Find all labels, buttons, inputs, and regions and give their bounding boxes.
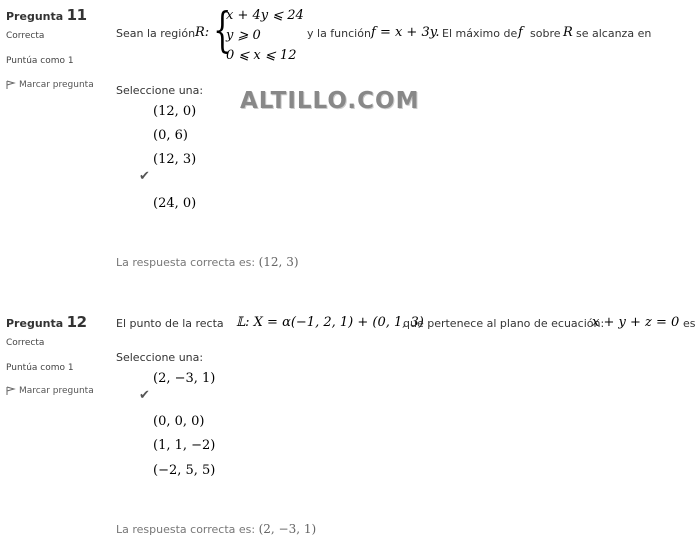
flag-question-label: Marcar pregunta xyxy=(19,80,94,90)
question-score: Puntúa como 1 xyxy=(6,363,74,373)
region-variable: R: xyxy=(195,25,210,40)
question-11-stem-mid: y la función xyxy=(307,27,371,40)
system-line-2: y ⩾ 0 xyxy=(226,28,261,43)
answer-option[interactable]: (1, 1, −2) xyxy=(153,438,216,453)
answer-option[interactable]: (12, 0) xyxy=(153,104,197,119)
answer-option[interactable]: (0, 0, 0) xyxy=(153,414,205,429)
flag-question-button[interactable] xyxy=(6,80,94,90)
correct-answer-value: (2, −3, 1) xyxy=(258,522,317,536)
check-icon: ✔ xyxy=(139,169,150,184)
flag-question-label: Marcar pregunta xyxy=(19,386,94,396)
function-expression: f = x + 3y. xyxy=(371,25,440,40)
line-expression: 𝕃: X = α(−1, 2, 1) + (0, 1, 3) xyxy=(236,315,424,330)
answer-option-selected[interactable]: (12, 3) xyxy=(153,152,197,167)
question-label: Pregunta xyxy=(6,317,64,330)
system-line-1: x + 4y ⩽ 24 xyxy=(226,8,304,23)
question-12-title xyxy=(6,313,87,331)
stem-R: R xyxy=(563,25,573,40)
question-score: Puntúa como 1 xyxy=(6,56,74,66)
question-12-stem-mid: que pertenece al plano de ecuación: xyxy=(403,317,605,330)
select-one-label: Seleccione una: xyxy=(116,351,204,364)
flag-question-button[interactable] xyxy=(6,386,94,396)
correct-answer-value: (12, 3) xyxy=(258,255,299,269)
correct-answer-feedback xyxy=(116,522,316,536)
watermark: ALTILLO.COM xyxy=(240,88,420,114)
question-label: Pregunta xyxy=(6,10,64,23)
question-11-stem-post1: El máximo de xyxy=(442,27,518,40)
correct-answer-feedback xyxy=(116,255,299,269)
answer-option[interactable]: (0, 6) xyxy=(153,128,188,143)
system-brace: { xyxy=(213,2,232,58)
question-11-title xyxy=(6,6,87,24)
question-12-stem-post: es xyxy=(683,317,696,330)
system-line-3: 0 ⩽ x ⩽ 12 xyxy=(226,48,297,63)
question-11-stem-post2: sobre xyxy=(530,27,561,40)
correct-answer-label: La respuesta correcta es: xyxy=(116,256,256,269)
question-number: 12 xyxy=(66,313,87,331)
answer-option[interactable]: (−2, 5, 5) xyxy=(153,463,216,478)
question-status: Correcta xyxy=(6,338,45,348)
flag-icon xyxy=(6,80,16,90)
stem-f: f xyxy=(518,25,523,40)
flag-icon xyxy=(6,386,16,396)
question-12-stem-intro: El punto de la recta xyxy=(116,317,224,330)
check-icon: ✔ xyxy=(139,388,150,403)
correct-answer-label: La respuesta correcta es: xyxy=(116,523,256,536)
question-11-stem-post3: se alcanza en xyxy=(576,27,652,40)
plane-expression: x + y + z = 0 xyxy=(592,315,680,330)
answer-option-selected[interactable]: (2, −3, 1) xyxy=(153,371,216,386)
question-11-stem-intro: Sean la región xyxy=(116,27,196,40)
question-status: Correcta xyxy=(6,31,45,41)
question-number: 11 xyxy=(66,6,87,24)
select-one-label: Seleccione una: xyxy=(116,84,204,97)
answer-option[interactable]: (24, 0) xyxy=(153,196,197,211)
